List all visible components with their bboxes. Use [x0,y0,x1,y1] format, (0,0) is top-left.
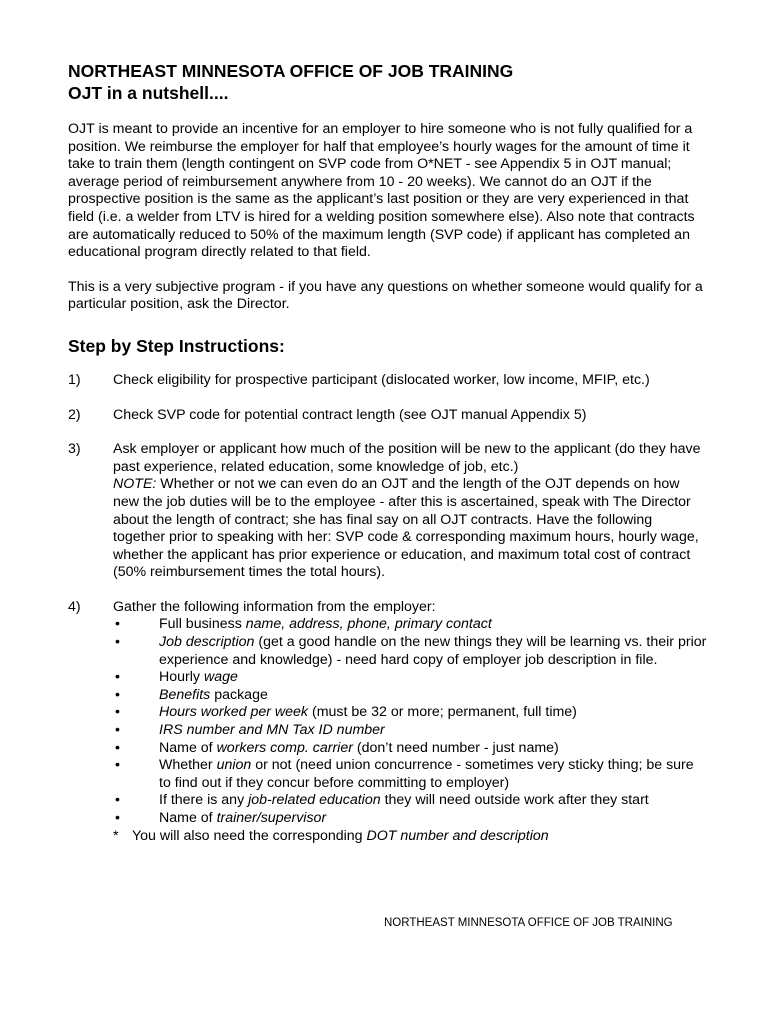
dot-number-note: * You will also need the corresponding DOT number and description [113,827,549,844]
step-4 [68,599,708,828]
step-number: 1) [68,371,81,388]
bullet-icon: • [115,722,120,739]
list-item: • Hourly wage [115,669,238,686]
document-title [68,60,708,104]
bullet-icon: • [115,616,120,633]
bullet-icon: • [115,739,120,756]
list-item: • If there is any job-related education they will need outside work after they start [115,792,649,809]
list-item: • Job description (get a good handle on the new things they will be learning vs. their prior experience and knowledge) - need hard copy of employer job description in file. [115,634,707,668]
subjective-paragraph: This is a very subjective program - if you have any questions on whether someone would qualify for a particular position, ask the Director. [68,278,703,313]
list-item: • Whether union or not (need union concurrence - sometimes very sticky thing; be sure to find out if they concur before committing to employer) [115,757,694,791]
step-body [113,599,708,828]
title-line-2: OJT in a nutshell.... [68,83,229,103]
document-page [68,60,708,845]
employer-info-list [113,616,708,827]
title-line-1: NORTHEAST MINNESOTA OFFICE OF JOB TRAINING [68,61,514,81]
intro-paragraph: OJT is meant to provide an incentive for an employer to hire someone who is not fully qualified for a position. We reimburse the employer for half that employee’s hourly wages for the amount of time it take to train them (length contingent on SVP code from O*NET - see Appendix 5 in OJT manual; average period of reimbursement anywhere from 10 - 20 weeks). We cannot do an OJT if the prospective position is the same as the applicant’s last position or they are very experienced in that field (i.e. a welder from LTV is hired for a welding position somewhere else). Also note that contracts are automatically reduced to 50% of the maximum length (SVP code) if applicant has completed an educational program directly related to that field. [68,121,695,261]
bullet-icon: • [115,792,120,809]
list-item: • Full business name, address, phone, primary contact [115,616,492,633]
step-text: Check SVP code for potential contract length (see OJT manual Appendix 5) [113,406,587,423]
asterisk-icon: * [113,827,119,844]
bullet-icon: • [115,704,120,721]
page-footer: NORTHEAST MINNESOTA OFFICE OF JOB TRAINING [384,917,673,929]
list-item: • Name of trainer/supervisor [115,810,327,826]
list-item: • Hours worked per week (must be 32 or more; permanent, full time) [115,704,577,721]
step-2 [68,407,708,425]
step-text: Check eligibility for prospective participant (dislocated worker, low income, MFIP, etc.) [113,371,650,388]
note-text: Whether or not we can even do an OJT and the length of the OJT depends on how new the job duties will be to the employee - after this is ascertained, speak with The Director about the length of contract; she has final say on all OJT contracts. Have the following together prior to speaking with her: SVP code & corresponding maximum hours, hourly wage, whether the applicant has prior experience or education, and maximum total cost of contract (50% reimbursement times the total hours). [113,476,699,581]
note-label: NOTE: [113,476,157,493]
bullet-icon: • [115,669,120,686]
step-body [113,441,708,582]
step-number: 3) [68,441,81,458]
step-text: Gather the following information from the employer: [113,598,436,615]
section-heading: Step by Step Instructions: [68,335,285,356]
step-1 [68,372,708,390]
step-3 [68,441,708,582]
bullet-icon: • [115,634,120,651]
step-number: 4) [68,598,81,615]
list-item: • Name of workers comp. carrier (don’t need number - just name) [115,739,559,756]
bullet-icon: • [115,810,120,826]
step-text: Ask employer or applicant how much of the position will be new to the applicant (do they have past experience, related education, some knowledge of job, etc.) [113,441,701,475]
list-item: • IRS number and MN Tax ID number [115,722,385,739]
bullet-icon: • [115,757,120,774]
list-item: • Benefits package [115,686,268,703]
step-number: 2) [68,406,81,423]
bullet-icon: • [115,686,120,703]
